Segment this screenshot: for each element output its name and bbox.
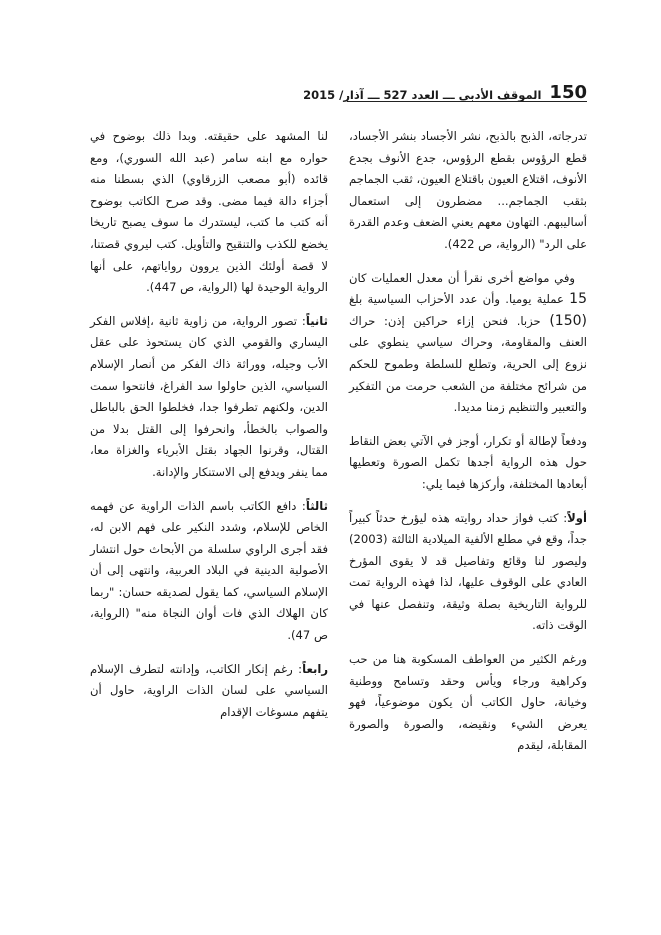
header-rule	[347, 101, 587, 102]
text-run: : كتب فواز حداد روايته هذه ليؤرخ حدثاً كبيراً جداً، وقع في مطلع الألفية الميلادية الثالثة (2003) وليصور لنا وقائع وتفاصيل قد لا يقوى المؤرخ العادي على الوقوف عليها، لذا فهذه الرواية تمت للرواية التاريخية بصلة وثيقة، وتنفصل عنها في الوقت ذاته.	[349, 510, 587, 633]
paragraph: ورغم الكثير من العواطف المسكوبة هنا من حب وكراهية ورجاء ويأس وحقد وتسامح ووطنية وخيانة، حاول الكاتب أن يكون موضوعياً، فهو يعرض الشيء ونقيضه، والصورة والصورة المقابلة، ليقدم	[349, 652, 587, 753]
page-number: 150	[549, 82, 587, 103]
paragraph: لنا المشهد على حقيقته. وبدا ذلك بوضوح في حواره مع ابنه سامر (عبد الله السوري)، ومع قائده (أبو مصعب الزرقاوي) الذي بسطنا منه أجزاء دالة فيما مضى. وقد صرح الكاتب بوضوح أنه كتب ما كتب، ليستدرك ما سوف يصبح تاريخا يخضع للكذب والتنقيح والتأويل. كتب ليروي قصتنا، لا قصة أولئك الذين يروون رواياتهم، على أنها الرواية الوحيدة لها (الرواية، ص 447).	[90, 129, 328, 295]
number-run: 15	[569, 291, 587, 308]
text-run: عملية يوميا. وأن عدد الأحزاب السياسية بلغ	[349, 292, 570, 307]
paragraph: ودفعاً لإطالة أو تكرار، أوجز في الآتي بعض النقاط حول هذه الرواية أجدها تكمل الصورة وتعطيها أبعادها المختلفة، وأركزها فيما يلي:	[349, 433, 587, 491]
paragraph	[349, 268, 587, 419]
paragraph	[90, 659, 328, 724]
text-run: : دافع الكاتب باسم الذات الراوية عن فهمه الخاص للإسلام، وشدد النكير على فهم الابن له، فقد أجرى الراوي سلسلة من الأبحاث حول انتشار الأصولية الدينية في البلاد العربية، وانتهى إلى أن الإسلام السياسي، كما يقول لصديقه حسان: "ربما كان الهلاك الذي فات أوان النجاة منه" (الرواية، ص 47).	[90, 498, 328, 643]
paragraph	[349, 508, 587, 638]
left-column	[90, 126, 328, 723]
running-header	[303, 76, 587, 103]
journal-issue-line: الموقف الأدبي ـــ العدد 527 ـــ آذار/ 2015	[303, 88, 542, 102]
number-run: (150)	[549, 312, 587, 329]
section-label: أولاً	[567, 510, 587, 525]
text-run: حزبا. فنحن إزاء حراكين إذن: حراك العنف والمقاومة، وحراك سياسي ينطوي على نزوع إلى الحرية، وتطلع للسلطة وطموح للحكم من شرائح مختلفة من الشعب حرمت من التفكير والتعبير والتنظيم زمنا مديدا.	[349, 313, 587, 415]
text-run: وفي مواضع أخرى نقرأ أن معدل العمليات كان	[349, 270, 575, 285]
section-label: ثالثاً	[305, 498, 328, 513]
section-label: ثانياً	[305, 313, 328, 328]
paragraph	[90, 496, 328, 647]
right-column	[349, 126, 587, 757]
paragraph	[90, 311, 328, 484]
paragraph: تدرجاته، الذبح بالذبح، نشر الأجساد بنشر الأجساد، قطع الرؤوس بقطع الرؤوس، جدع الأنوف بجدع الأنوف، اقتلاع العيون باقتلاع العيون، ثقب الجماجم بثقب الجماجم... مضطرون إلى استعمال أساليبهم. التهاون معهم يعني الضعف وعدم القدرة على الرد" (الرواية، ص 422).	[349, 129, 587, 251]
text-run: : رغم إنكار الكاتب، وإدانته لتطرف الإسلام السياسي على لسان الذات الراوية، حاول أن يتفهم مسوغات الإقدام	[90, 661, 328, 719]
section-label: رابعاً	[302, 661, 328, 676]
text-run: : تصور الرواية، من زاوية ثانية ،إفلاس الفكر اليساري والقومي الذي كان يستحوذ على عقل الأب وجيله، ووراثة ذاك الفكر من أنصار الإسلام السياسي، الذين حاولوا سد الفراغ، فانتحوا سمت الدين، ولكنهم تطرفوا جدا، فخلطوا الحق بالباطل والصواب بالخطأ، وانحرفوا إلى القتل بدلا من القتال، وقرنوا الجهاد بقتل الأبرياء والغزاة معا، مما ينفر ويدفع إلى الاستنكار والإدانة.	[90, 313, 328, 479]
